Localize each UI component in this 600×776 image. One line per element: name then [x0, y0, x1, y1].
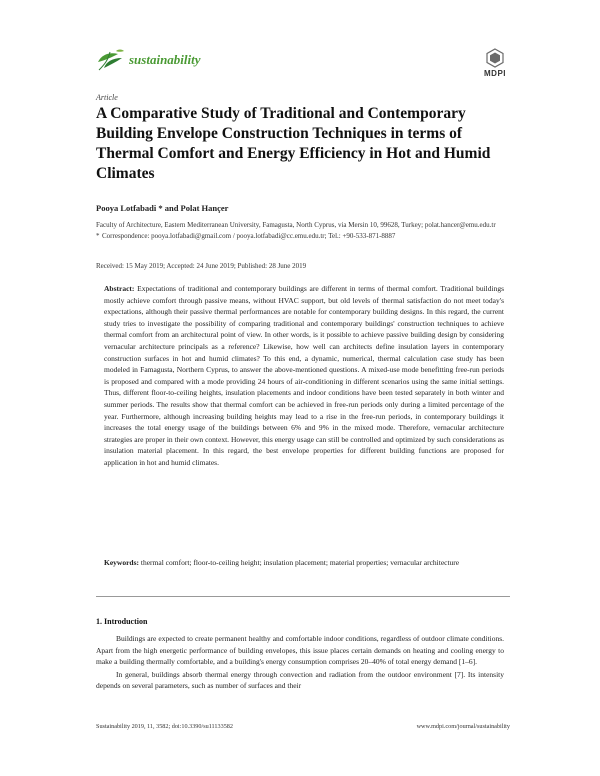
page-header [96, 48, 506, 78]
correspondence [96, 231, 516, 242]
affiliation: Faculty of Architecture, Eastern Mediterranean University, Famagusta, North Cyprus, via Mersin 10, 99628, Turkey; polat.hancer@emu.edu.tr [96, 221, 496, 229]
journal-url[interactable]: www.mdpi.com/journal/sustainability [416, 723, 510, 730]
section-heading-introduction: 1. Introduction [96, 617, 148, 626]
article-type: Article [96, 93, 118, 102]
paragraph: In general, buildings absorb thermal energy through convection and radiation from the outdoor environment [7]. Its intensity depends on several parameters, such as number of surfaces and their [96, 669, 504, 691]
section-divider [96, 596, 510, 597]
correspondence-text: Correspondence: pooya.lotfabadi@gmail.com / pooya.lotfabadi@cc.emu.edu.tr; Tel.: +90-533-871-8887 [102, 231, 396, 240]
publisher-name: MDPI [484, 69, 506, 78]
abstract-text: Expectations of traditional and contemporary buildings are different in terms of thermal comfort. Traditional buildings mostly achieve comfort through passive means, without HVAC support, but old levels of thermal satisfaction do not meet today's expectations, although their passive thermal performances are notable for contemporary building designs. In this regard, the current study tries to investigate the possibility of comparing traditional and contemporary buildings' construction techniques to achieve thermal comfort from an architectural point of view. In other words, is it possible to achieve passive building design by considering vernacular architecture principals as a reference? Likewise, how well can architects define insulation layers in contemporary construction surfaces in hot and humid climates? To this end, a dynamic, numerical, thermal calculation case study has been modeled in Famagusta, Northern Cyprus, to answer the above-mentioned questions. A mixed-use mode benefitting free-run periods is proposed and compared with a mode providing 24 hours of air-conditioning in different scenarios using the same initial settings. Thus, different floor-to-ceiling heights, insulation placements and indoor conditions have been tested separately in both winter and summer periods. The results show that thermal comfort can be achieved in free-run periods only during a limited percentage of the year. Furthermore, although increasing building heights may lead to a rise in the free-run periods, in contemporary buildings it increases the total energy usage of the buildings between 6% and 9% in the mixed mode. Therefore, vernacular architecture strategies are proper in their own context. However, this energy usage can still be controlled and optimized by such considerations as insulation material placement. In this regard, the best envelope properties for different building functions are proposed for application in hot and humid climates. [104, 284, 505, 467]
keywords-text: thermal comfort; floor-to-ceiling height; insulation placement; material properties; vernacular architecture [140, 558, 460, 567]
journal-logo[interactable] [96, 48, 201, 72]
keywords-label: Keywords: [104, 558, 139, 567]
paragraph: Buildings are expected to create permanent healthy and comfortable indoor conditions, regardless of outdoor climate conditions. Apart from the high energetic performance of building envelopes, this issue places certain demands on heating and cooling energy to make a building thermally comfortable, and a building's energy consumption comprises 20–40% of total energy demand [1–6]. [96, 634, 504, 667]
paper-title: A Comparative Study of Traditional and Contemporary Building Envelope Construction Techniques in terms of Thermal Comfort and Energy Efficiency in Hot and Humid Climates [96, 105, 491, 182]
abstract [104, 283, 504, 469]
journal-name: sustainability [129, 52, 201, 67]
correspondence-mark: * [96, 231, 100, 240]
mdpi-hexagon-icon [485, 48, 505, 68]
author-list: Pooya Lotfabadi * and Polat Hançer [96, 203, 229, 213]
page-footer [96, 723, 510, 730]
affiliation-block [96, 220, 516, 241]
abstract-label: Abstract: [104, 284, 135, 293]
leaf-logo-icon [96, 48, 126, 72]
publication-dates: Received: 15 May 2019; Accepted: 24 June 2019; Published: 28 June 2019 [96, 262, 307, 270]
citation: Sustainability 2019, 11, 3582; doi:10.3390/su11133582 [96, 723, 233, 730]
keywords [104, 557, 504, 569]
publisher-logo[interactable] [484, 48, 506, 78]
introduction-body [96, 633, 504, 692]
